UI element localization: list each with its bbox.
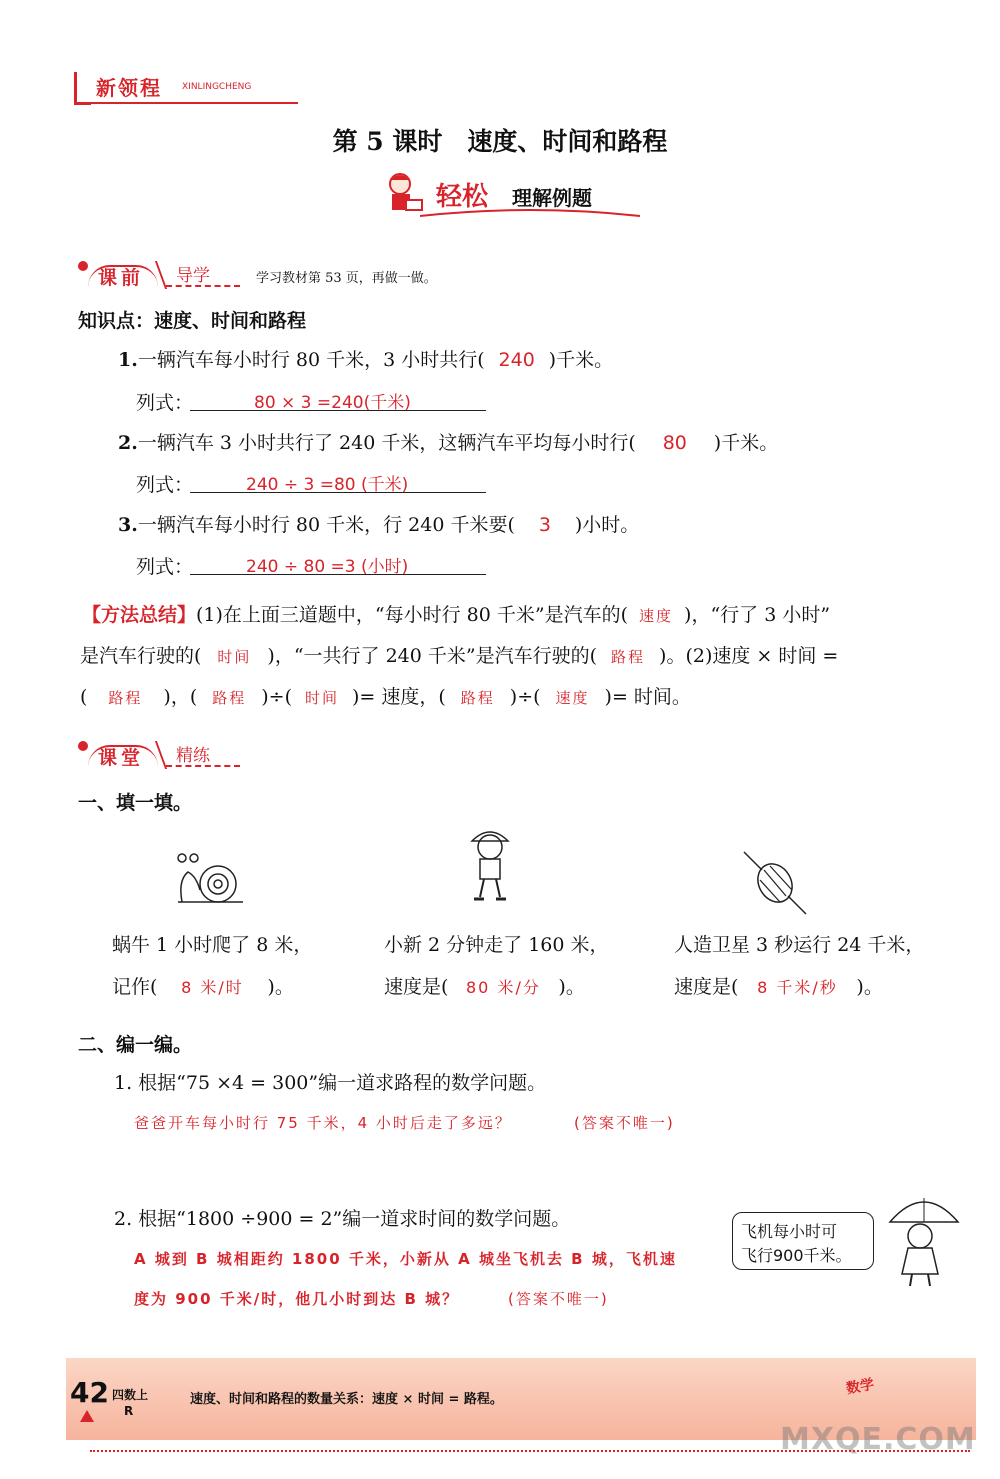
method-l3-ans3: 时间 (304, 689, 339, 707)
q3-text-b: )小时。 (574, 514, 640, 536)
method-line-3 (80, 682, 691, 709)
class-tag2: 精练 (176, 746, 210, 766)
fill-item-1-line2 (112, 972, 294, 999)
part2-q2: 2. 根据“1800 ÷900 = 2”编一道求时间的数学问题。 (114, 1208, 571, 1230)
part2-q1-answer: 爸爸开车每小时行 75 千米，4 小时后走了多远？ (134, 1114, 512, 1132)
part2-q2-note: (答案不唯一) (508, 1290, 609, 1308)
footer-dotted-line (90, 1450, 970, 1452)
knowledge-point: 知识点：速度、时间和路程 (78, 310, 307, 332)
banner-rest: 理解例题 (512, 186, 592, 210)
part2-q2-answer-1: A 城到 B 城相距约 1800 千米，小新从 A 城坐飞机去 B 城，飞机速 (134, 1250, 677, 1268)
q1-formula: 80 × 3 =240(千米) (254, 393, 411, 413)
fill-item-3-answer: 8 千米/秒 (757, 978, 838, 997)
q3-formula: 240 ÷ 80 =3 (小时) (246, 557, 409, 577)
method-l3-ans4: 路程 (460, 689, 495, 707)
method-ans-speed: 速度 (639, 607, 674, 625)
fill-item-2-prefix: 速度是( (384, 976, 449, 998)
watermark: MXQE.COM (780, 1422, 976, 1457)
q1-answer: 240 (498, 349, 535, 371)
q2-answer: 80 (662, 432, 687, 454)
method-l3-b: )÷( (261, 686, 292, 708)
method-l1-b: )，“行了 3 小时” (684, 604, 831, 626)
banner (380, 170, 640, 220)
logo-bracket (74, 72, 91, 105)
q2-text-a: 一辆汽车 3 小时共行了 240 千米，这辆汽车平均每小时行( (137, 432, 636, 454)
bubble-line-2: 飞行900千米。 (741, 1246, 852, 1265)
fill-item-2-suffix: )。 (558, 976, 585, 998)
banner-swoosh (420, 208, 640, 222)
part2-heading: 二、编一编。 (78, 1034, 193, 1056)
footer-summary: 速度、时间和路程的数量关系：速度 × 时间 = 路程。 (190, 1392, 503, 1407)
method-l1-a: (1)在上面三道题中，“每小时行 80 千米”是汽车的( (196, 604, 629, 626)
q1-formula-label: 列式： (136, 392, 194, 414)
logo-text: 新领程 (96, 76, 162, 100)
fill-item-2-line2 (384, 972, 585, 999)
footer-grade: 四数上 (112, 1388, 149, 1402)
pre-class-header (78, 255, 578, 295)
method-l3-a: )，( (163, 686, 198, 708)
fill-item-3-suffix: )。 (856, 976, 883, 998)
method-l3-ans2: 路程 (212, 689, 247, 707)
method-l3-d: )÷( (509, 686, 541, 708)
pre-note: 学习教材第 53 页，再做一做。 (256, 271, 437, 286)
method-l2-c: )。(2)速度 × 时间 = (659, 645, 839, 667)
class-dash (166, 765, 240, 767)
speech-bubble (732, 1212, 874, 1270)
pre-dot (78, 261, 88, 271)
method-line-1 (82, 600, 830, 627)
part1-heading: 一、填一填。 (78, 792, 193, 814)
method-ans-time: 时间 (217, 648, 252, 666)
class-tag: 课堂 (98, 747, 145, 769)
page-title: 第 5 课时 速度、时间和路程 (332, 127, 668, 156)
q2-text-b: )千米。 (713, 432, 779, 454)
pre-tag: 课前 (98, 267, 145, 289)
method-l3-ans5: 速度 (555, 689, 590, 707)
method-label: 【方法总结】 (82, 604, 197, 626)
q2-formula-label: 列式： (136, 474, 194, 496)
footer-subject: 数学 (844, 1376, 876, 1398)
part2-q1-note: (答案不唯一) (574, 1114, 675, 1132)
method-l2-a: 是汽车行驶的( (80, 645, 202, 667)
q1-text-a: 一辆汽车每小时行 80 千米，3 小时共行( (137, 349, 485, 371)
q2-num: 2. (118, 432, 138, 454)
footer-edition: R (124, 1404, 134, 1418)
q1-text-b: )千米。 (548, 349, 614, 371)
pre-tag2: 导学 (176, 266, 210, 286)
logo-line (88, 102, 298, 104)
fill-item-1-suffix: )。 (267, 976, 294, 998)
method-l3-e: )= 时间。 (604, 686, 691, 708)
fill-item-1-prefix: 记作( (112, 976, 158, 998)
fill-item-3-prefix: 速度是( (674, 976, 739, 998)
class-header (78, 735, 278, 775)
fill-item-1-answer: 8 米/时 (181, 978, 244, 997)
method-line-2 (80, 641, 838, 668)
banner-bold: 轻松 (436, 182, 489, 212)
method-l3-c: )= 速度，( (352, 686, 446, 708)
question-1 (118, 345, 613, 372)
question-2 (118, 428, 778, 455)
satellite-icon (740, 848, 810, 918)
q2-formula: 240 ÷ 3 =80 (千米) (246, 475, 409, 495)
boy-walking-icon (460, 825, 520, 905)
part2-q1: 1. 根据“75 ×4 = 300”编一道求路程的数学问题。 (114, 1072, 547, 1094)
part2-q2-answer-2: 度为 900 千米/时，他几小时到达 B 城？ (134, 1290, 460, 1308)
fill-item-2-line1: 小新 2 分钟走了 160 米， (384, 934, 609, 956)
q1-num: 1. (118, 349, 138, 371)
method-l3-open: ( (80, 686, 88, 708)
fill-item-2-answer: 80 米/分 (466, 978, 541, 997)
question-3 (118, 510, 639, 537)
fill-item-3-line2 (674, 972, 883, 999)
snail-icon (168, 850, 248, 910)
girl-umbrella-icon (884, 1192, 964, 1292)
q3-formula-label: 列式： (136, 556, 194, 578)
fill-item-1-line1: 蜗牛 1 小时爬了 8 米， (112, 934, 313, 956)
method-ans-dist: 路程 (611, 648, 646, 666)
q3-num: 3. (118, 514, 138, 536)
page-number: 42 (70, 1376, 109, 1409)
fill-item-3-line1: 人造卫星 3 秒运行 24 千米， (674, 934, 925, 956)
logo-pinyin: XINLINGCHENG (182, 82, 252, 92)
logo (74, 66, 304, 106)
q3-answer: 3 (538, 514, 551, 536)
method-l2-b: )，“一共行了 240 千米”是汽车行驶的( (267, 645, 598, 667)
class-dot (78, 741, 88, 751)
pre-dash (166, 285, 240, 287)
bubble-line-1: 飞机每小时可 (741, 1222, 838, 1241)
footer-triangle (80, 1410, 94, 1422)
method-l3-ans1: 路程 (108, 689, 143, 707)
q3-text-a: 一辆汽车每小时行 80 千米，行 240 千米要( (137, 514, 515, 536)
